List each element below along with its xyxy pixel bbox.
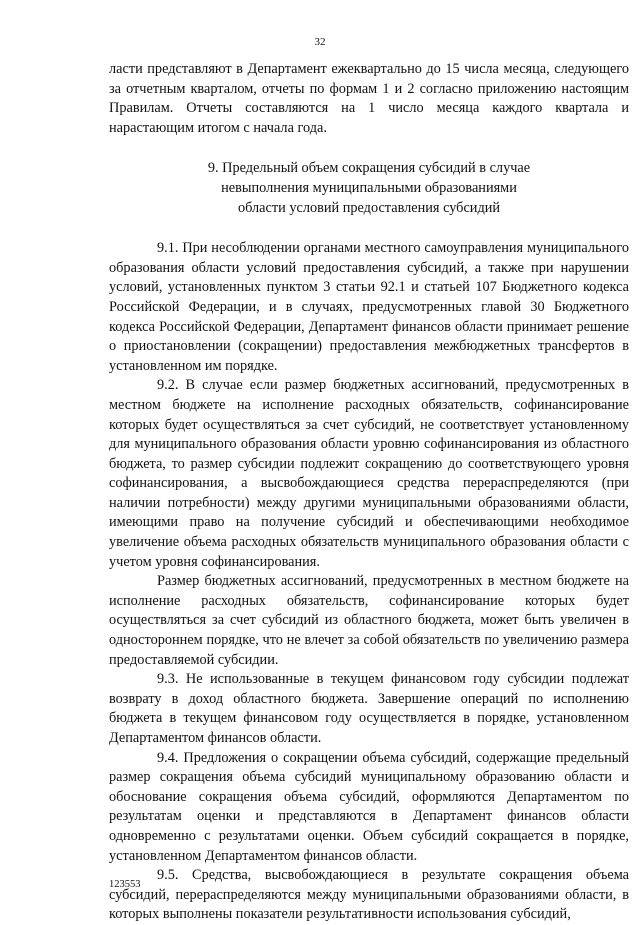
- paragraph-9-4: 9.4. Предложения о сокращении объема субсидий, содержащие предельный размер сокращения объема субсидий муниципальному образованию области и обоснование сокращения объема субсидий, оформляются Департаментом по результатам оценки и представляются в Департамент финансов области одновременно с результатами оценки. Объем субсидий сокращается в порядке, установленном Департаментом финансов области.: [109, 749, 629, 864]
- section-heading: [109, 159, 629, 218]
- paragraph-9-5: 9.5. Средства, высвобождающиеся в результате сокращения объема субсидий, перераспределяются между муниципальными образованиями области, в которых выполнены показатели результативности использования субсидий,: [109, 867, 629, 923]
- section-heading-line-3: области условий предоставления субсидий: [237, 199, 501, 216]
- paragraph-9-1: 9.1. При несоблюдении органами местного самоуправления муниципального образования области условий предоставления субсидий, а также при нарушении условий, установленных пунктом 3 статьи 92.1 и статьей 107 Бюджетного кодекса Российской Федерации, и в случаях, предусмотренных главой 30 Бюджетного кодекса Российской Федерации, Департамент финансов области принимает решение о приостановлении (сокращении) предоставления межбюджетных трансфертов в установленном им порядке.: [109, 240, 629, 374]
- paragraph-9-3: 9.3. Не использованные в текущем финансовом году субсидии подлежат возврату в доход областного бюджета. Завершение операций по исполнению бюджета в текущем финансовом году осуществляется в порядке, установленном Департаментом финансов области.: [109, 671, 629, 746]
- document-body: [109, 60, 629, 925]
- paragraph-9-2-continuation: Размер бюджетных ассигнований, предусмотренных в местном бюджете на исполнение расходных обязательств, софинансирование которых будет осуществляться за счет субсидий из областного бюджета, может быть увеличен в одностороннем порядке, что не влечет за собой обязательств по увеличению размера предоставляемой субсидии.: [109, 573, 629, 668]
- footer-document-code: 123553: [109, 879, 141, 890]
- section-heading-line-2: невыполнения муниципальными образованиями: [221, 179, 517, 196]
- page-number: 32: [314, 36, 326, 48]
- intro-paragraph: ласти представляют в Департамент ежеквартально до 15 числа месяца, следующего за отчетным кварталом, отчеты по формам 1 и 2 согласно приложению настоящим Правилам. Отчеты составляются на 1 число месяца каждого квартала и нарастающим итогом с начала года.: [109, 61, 629, 136]
- paragraph-9-2: 9.2. В случае если размер бюджетных ассигнований, предусмотренных в местном бюджете на исполнение расходных обязательств, софинансирование которых будет осуществляться за счет субсидий, не соответствует установленному для муниципального образования области уровню софинансирования из областного бюджета, то размер субсидии подлежит сокращению до соответствующего уровня софинансирования, а высвобождающиеся средства перераспределяются (при наличии потребности) между другими муниципальными образованиями области, имеющими право на получение субсидий и обеспечивающими необходимое увеличение объема расходных обязательств муниципального образования области с учетом уровня софинансирования.: [109, 377, 629, 570]
- section-heading-line-1: 9. Предельный объем сокращения субсидий в случае: [207, 160, 531, 177]
